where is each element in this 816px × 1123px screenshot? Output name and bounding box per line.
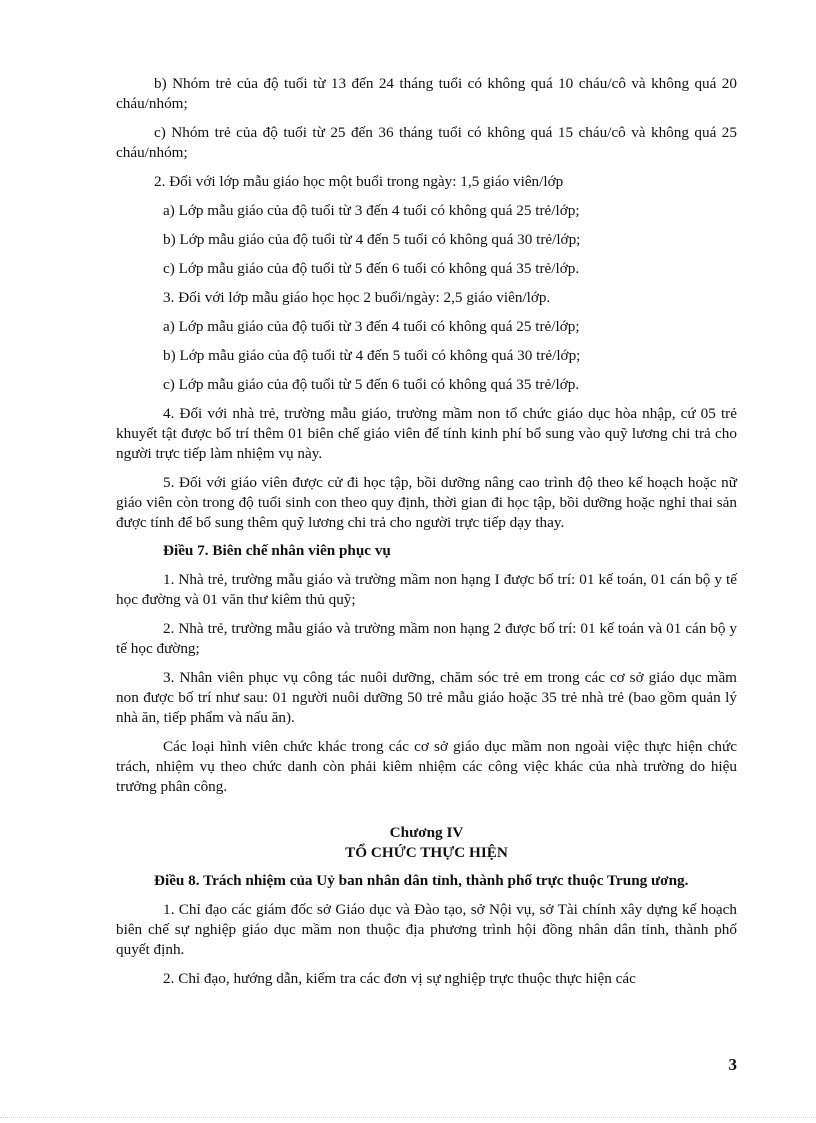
paragraph-3: 3. Đối với lớp mẫu giáo học học 2 buổi/ngày: 2,5 giáo viên/lớp. (163, 289, 551, 306)
article-7-heading: Điều 7. Biên chế nhân viên phục vụ (163, 542, 391, 559)
page-number: 3 (728, 1055, 737, 1074)
paragraph-5: 5. Đối với giáo viên được cử đi học tập, bồi dưỡng nâng cao trình độ theo kế hoạch hoặc nữ giáo viên còn trong độ tuổi sinh con theo quy định, thời gian đi học tập, bồi dưỡng hoặc nghỉ thai sản được tính để bổ sung thêm quỹ lương chi trả cho người trực tiếp dạy thay. (116, 474, 737, 531)
paragraph-2a: a) Lớp mẫu giáo của độ tuổi từ 3 đến 4 tuổi có không quá 25 trẻ/lớp; (163, 202, 580, 219)
chapter-title: TỔ CHỨC THỰC HIỆN (345, 844, 508, 861)
paragraph-4: 4. Đối với nhà trẻ, trường mẫu giáo, trường mầm non tổ chức giáo dục hòa nhập, cứ 05 trẻ khuyết tật được bố trí thêm 01 biên chế giáo viên để tính kinh phí bổ sung vào quỹ lương chi trả cho người trực tiếp làm nhiệm vụ này. (116, 405, 737, 462)
paragraph-7-1: 1. Nhà trẻ, trường mẫu giáo và trường mầm non hạng I được bố trí: 01 kế toán, 01 cán bộ y tế học đường và 01 văn thư kiêm thủ quỹ; (116, 571, 737, 608)
paragraph-7-2: 2. Nhà trẻ, trường mẫu giáo và trường mầm non hạng 2 được bố trí: 01 kế toán và 01 cán bộ y tế học đường; (116, 620, 737, 657)
paragraph-3a: a) Lớp mẫu giáo của độ tuổi từ 3 đến 4 tuổi có không quá 25 trẻ/lớp; (163, 318, 580, 335)
document-page (116, 74, 737, 989)
paragraph-1b: b) Nhóm trẻ của độ tuổi từ 13 đến 24 tháng tuổi có không quá 10 cháu/cô và không quá 20 cháu/nhóm; (116, 75, 737, 112)
chapter-number: Chương IV (389, 824, 464, 841)
paragraph-3b: b) Lớp mẫu giáo của độ tuổi từ 4 đến 5 tuổi có không quá 30 trẻ/lớp; (163, 347, 581, 364)
paragraph-2: 2. Đối với lớp mẫu giáo học một buổi trong ngày: 1,5 giáo viên/lớp (154, 173, 564, 190)
paragraph-8-1: 1. Chỉ đạo các giám đốc sở Giáo dục và Đào tạo, sở Nội vụ, sở Tài chính xây dựng kế hoạch biên chế sự nghiệp giáo dục mầm non thuộc địa phương trình hội đồng nhân dân tỉnh, thành phố quyết định. (116, 901, 737, 958)
paragraph-3c: c) Lớp mẫu giáo của độ tuổi từ 5 đến 6 tuổi có không quá 35 trẻ/lớp. (163, 376, 580, 393)
paragraph-2c: c) Lớp mẫu giáo của độ tuổi từ 5 đến 6 tuổi có không quá 35 trẻ/lớp. (163, 260, 580, 277)
paragraph-7-other: Các loại hình viên chức khác trong các cơ sở giáo dục mầm non ngoài việc thực hiện chức trách, nhiệm vụ theo chức danh còn phải kiêm nhiệm các công việc khác của nhà trường do hiệu trưởng phân công. (116, 738, 737, 795)
paragraph-8-2: 2. Chỉ đạo, hướng dẫn, kiểm tra các đơn vị sự nghiệp trực thuộc thực hiện các (163, 970, 636, 987)
paragraph-2b: b) Lớp mẫu giáo của độ tuổi từ 4 đến 5 tuổi có không quá 30 trẻ/lớp; (163, 231, 581, 248)
article-8-heading: Điều 8. Trách nhiệm của Uỷ ban nhân dân tỉnh, thành phố trực thuộc Trung ương. (154, 872, 689, 889)
paragraph-1c: c) Nhóm trẻ của độ tuổi từ 25 đến 36 tháng tuổi có không quá 15 cháu/cô và không quá 25 cháu/nhóm; (116, 124, 737, 161)
page-bottom-divider (0, 1117, 816, 1118)
paragraph-7-3: 3. Nhân viên phục vụ công tác nuôi dưỡng, chăm sóc trẻ em trong các cơ sở giáo dục mầm non được bố trí như sau: 01 người nuôi dưỡng 50 trẻ mẫu giáo hoặc 35 trẻ nhà trẻ (bao gồm quản lý nhà ăn, tiếp phẩm và nấu ăn). (116, 669, 737, 726)
